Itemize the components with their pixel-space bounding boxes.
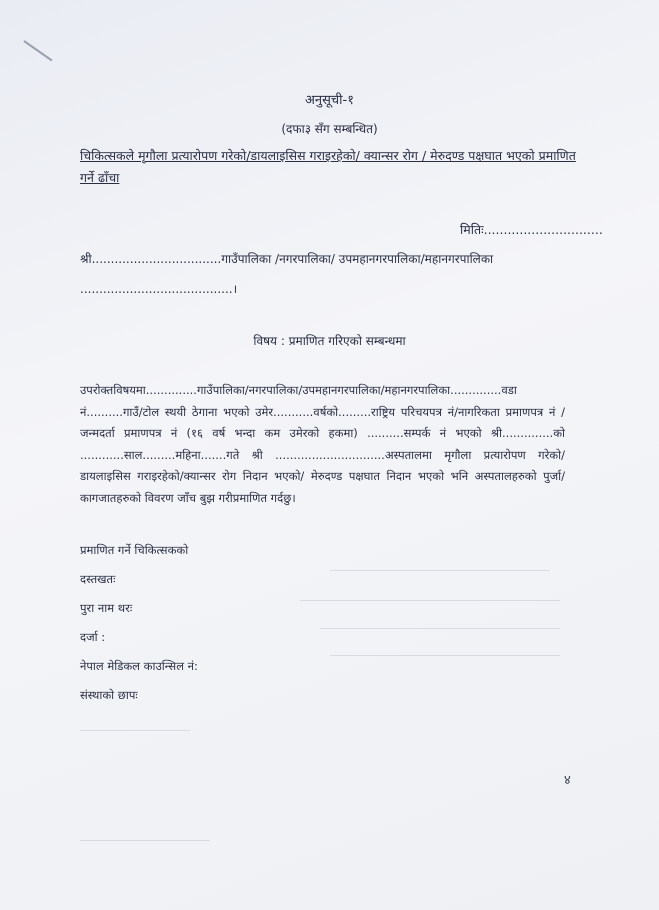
rank-label: दर्जा : [80, 630, 106, 644]
faint-bleed-through [80, 730, 190, 731]
full-name-label: पुरा नाम थरः [80, 601, 133, 615]
corner-mark [23, 40, 52, 61]
faint-bleed-through [320, 628, 560, 629]
annex-number: अनुसूची-१ [304, 93, 354, 108]
faint-bleed-through [80, 840, 210, 841]
form-title: चिकित्सकले मृगौला प्रत्यारोपण गरेको/डायलाइसिस गराइरहेको/ क्यान्सर रोग / मेरुदण्ड पक्षघात भएको प्रमाणित गर्ने ढाँचा [80, 148, 576, 185]
faint-bleed-through [330, 570, 550, 571]
nmc-number-label: नेपाल मेडिकल काउन्सिल नं: [80, 659, 198, 673]
annex-reference: (दफा३ सँग सम्बन्धित) [281, 122, 378, 136]
page-number: ४ [564, 773, 571, 788]
faint-bleed-through [330, 655, 560, 656]
body-paragraph: उपरोक्तविषयमा..............गाउँपालिका/नगरपालिका/उपमहानगरपालिका/महानगरपालिका..............वडा नं..........गाउँ/टोल स्थयी ठेगाना भएको उमेर...........वर्षको.........राष्ट्रिय परिचयपत्र नं/नागरिकता प्रमाणपत्र नं / जन्मदर्ता प्रमाणपत्र नं (१६ वर्ष भन्दा कम उमेरको हकमा) ..........सम्पर्क नं भएको श्री..............को ............साल.........महिना.......गते श्री ..............................अस्पतालमा मृगौला प्रत्यारोपण गरेको/डायलाइसिस गराइरहेको/क्यान्सर रोग निदान भएको/ मेरुदण्ड पक्षघात निदान भएको भनि अस्पतालहरुको पुर्जा/ कागजातहरुको विवरण जाँच बुझ गरीप्रमाणित गर्दछु। [80, 383, 565, 505]
signature-label: दस्तखतः [80, 572, 116, 586]
address-continuation: ........................................। [80, 282, 238, 296]
institution-stamp-label: संस्थाको छापः [80, 688, 138, 702]
faint-bleed-through [300, 600, 560, 601]
certifier-heading: प्रमाणित गर्ने चिकित्सकको [80, 543, 189, 557]
date-line: मितिः.............................. [460, 222, 603, 237]
certifier-block [80, 540, 560, 714]
addressee-line: श्री..................................गाउँपालिका /नगरपालिका/ उपमहानगरपालिका/महानगरपालिका [80, 252, 494, 266]
subject-line: विषय : प्रमाणित गरिएको सम्बन्धमा [253, 334, 406, 348]
